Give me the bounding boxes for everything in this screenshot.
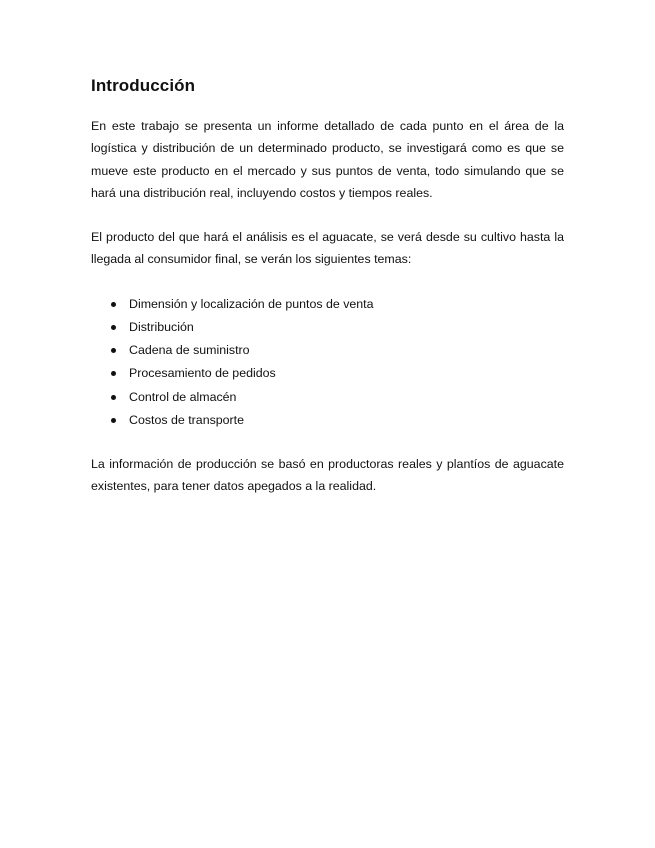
source-paragraph: La información de producción se basó en productoras reales y plantíos de aguacate existentes, para tener datos apegados a la realidad.	[91, 457, 564, 494]
bullet-icon	[111, 348, 116, 353]
list-item	[91, 409, 564, 432]
list-item	[91, 386, 564, 409]
list-item	[91, 316, 564, 339]
bullet-icon	[111, 395, 116, 400]
bullet-icon	[111, 371, 116, 376]
document-content	[91, 74, 564, 498]
section-title: Introducción	[91, 76, 196, 95]
product-paragraph: El producto del que hará el análisis es el aguacate, se verá desde su cultivo hasta la llegada al consumidor final, se verán los siguientes temas:	[91, 230, 564, 267]
list-item-text: Procesamiento de pedidos	[129, 366, 276, 381]
bullet-icon	[111, 325, 116, 330]
list-item	[91, 293, 564, 316]
list-item-text: Distribución	[129, 319, 194, 334]
list-item-text: Cadena de suministro	[129, 343, 250, 358]
list-item	[91, 339, 564, 362]
intro-paragraph: En este trabajo se presenta un informe detallado de cada punto en el área de la logística y distribución de un determinado producto, se investigará como es que se mueve este producto en el mercado y sus puntos de venta, todo simulando que se hará una distribución real, incluyendo costos y tiempos reales.	[91, 119, 564, 200]
bullet-icon	[111, 418, 116, 423]
list-item-text: Costos de transporte	[129, 412, 245, 427]
list-item-text: Control de almacén	[129, 389, 237, 404]
list-item	[91, 362, 564, 385]
topics-list	[91, 293, 564, 432]
list-item-text: Dimensión y localización de puntos de venta	[129, 296, 374, 311]
bullet-icon	[111, 302, 116, 307]
